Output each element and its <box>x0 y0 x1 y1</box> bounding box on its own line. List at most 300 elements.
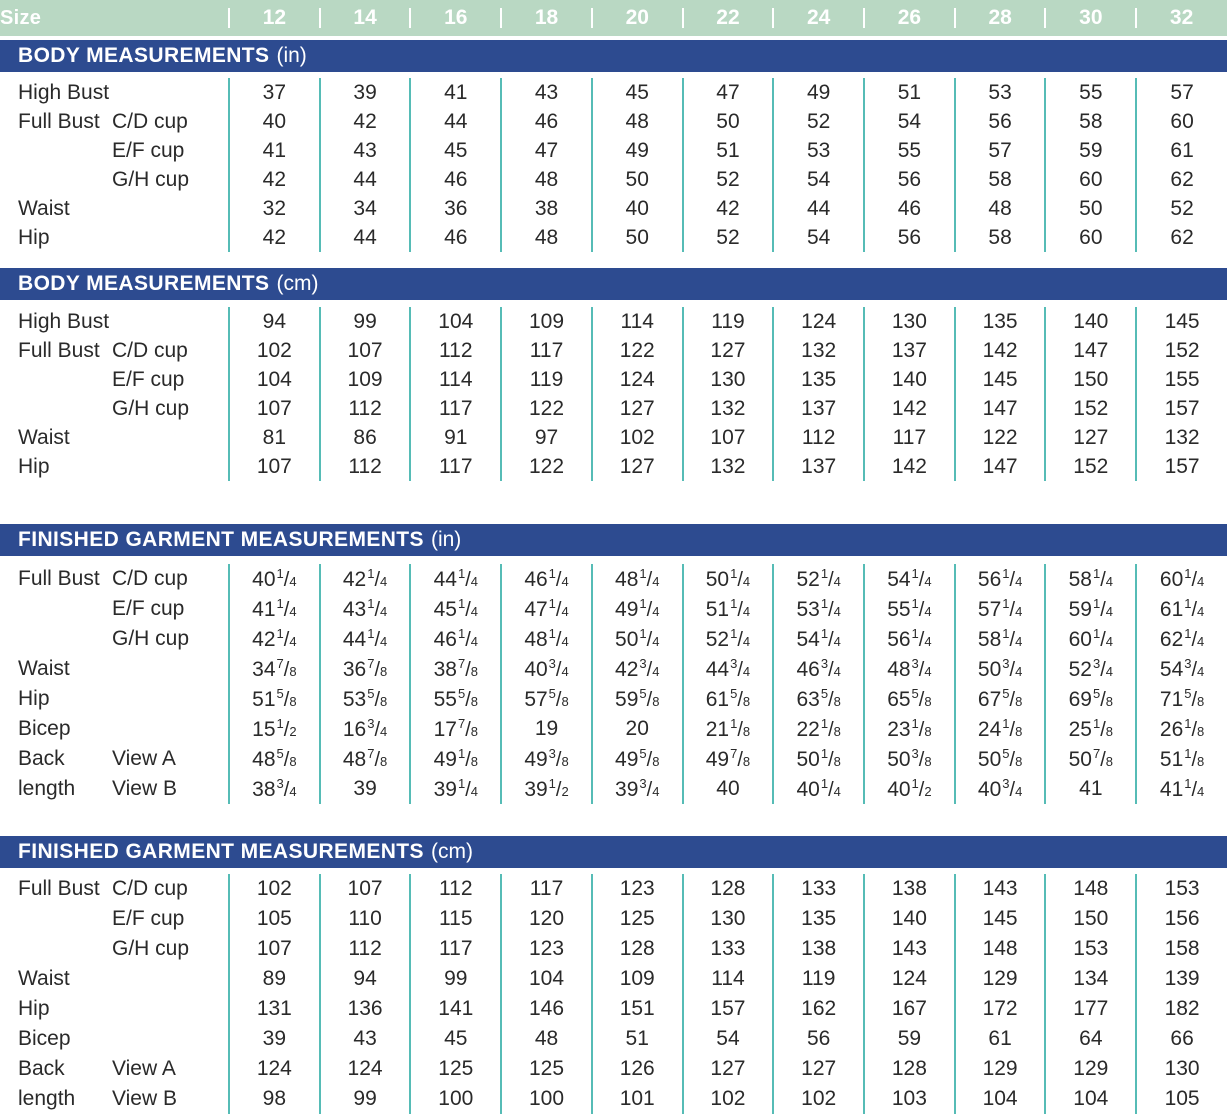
size-column-header-28 <box>955 0 1046 36</box>
row-label: Bicep <box>18 1027 71 1050</box>
data-cell: 59 <box>1045 136 1136 165</box>
data-cell: 45 <box>410 1024 501 1054</box>
section-title: BODY MEASUREMENTS <box>18 44 270 67</box>
data-cell: 104 <box>229 365 320 394</box>
fraction-numerator: 3 <box>1002 776 1010 791</box>
data-cell: 55 <box>1045 78 1136 107</box>
data-cell: 132 <box>683 452 774 481</box>
row-sublabel <box>112 78 229 107</box>
fraction-slash: / <box>465 629 471 651</box>
fraction-denominator: 4 <box>380 574 388 589</box>
fraction-numerator: 1 <box>820 716 829 731</box>
fraction-denominator: 2 <box>561 784 569 799</box>
data-cell: 117 <box>864 423 955 452</box>
fraction-numerator: 1 <box>1184 776 1192 791</box>
fraction-numerator: 1 <box>1092 596 1101 611</box>
fraction-slash: / <box>1100 689 1106 711</box>
data-cell: 123 <box>592 874 683 904</box>
data-cell: 135 <box>955 307 1046 336</box>
data-cell: 49$^1$/4 <box>592 594 683 624</box>
data-cell: 119 <box>683 307 774 336</box>
fraction-numerator: 1 <box>457 626 466 641</box>
column-separator <box>319 8 321 28</box>
fraction-slash: / <box>1191 689 1198 711</box>
row-label <box>0 394 112 423</box>
table-row <box>0 1054 1227 1084</box>
data-cell: 52 <box>1136 194 1227 223</box>
row-label <box>0 904 112 934</box>
fraction-slash: / <box>374 749 381 771</box>
fraction-slash: / <box>374 599 381 621</box>
fraction-denominator: 8 <box>1015 724 1023 739</box>
data-cell: 122 <box>592 336 683 365</box>
data-cell: 15$^1$/2 <box>229 714 320 744</box>
table-row <box>0 452 1227 481</box>
fraction-denominator: 4 <box>470 784 478 799</box>
fraction-slash: / <box>1191 779 1198 801</box>
data-cell: 60 <box>1045 223 1136 252</box>
fraction-denominator: 2 <box>289 724 297 739</box>
data-cell: 146 <box>501 994 592 1024</box>
row-label: Hip <box>18 687 50 710</box>
data-cell: 94 <box>229 307 320 336</box>
fraction-denominator: 8 <box>833 694 841 709</box>
data-cell: 125 <box>501 1054 592 1084</box>
row-sublabel: C/D cup <box>112 567 188 590</box>
fraction-denominator: 8 <box>1105 724 1114 739</box>
data-cell: 52$^1$/4 <box>683 624 774 654</box>
data-cell: 53 <box>773 136 864 165</box>
fraction-slash: / <box>374 659 381 681</box>
data-cell: 37 <box>229 78 320 107</box>
fraction-numerator: 5 <box>730 686 738 701</box>
fraction-numerator: 3 <box>639 656 647 671</box>
size-number: 32 <box>1169 6 1194 29</box>
fraction-numerator: 1 <box>911 716 919 731</box>
data-cell: 97 <box>501 423 592 452</box>
body-measurements-cm-table <box>0 307 1227 481</box>
data-cell: 20 <box>592 714 683 744</box>
data-cell: 71$^5$/8 <box>1136 684 1227 714</box>
data-cell: 158 <box>1136 934 1227 964</box>
fraction-slash: / <box>283 689 290 711</box>
table-row <box>0 423 1227 452</box>
fraction-numerator: 7 <box>457 656 466 671</box>
fraction-denominator: 2 <box>924 784 932 799</box>
data-cell: 60 <box>1045 165 1136 194</box>
data-cell: 128 <box>683 874 774 904</box>
table-row <box>0 994 1227 1024</box>
data-cell: 128 <box>592 934 683 964</box>
fraction-numerator: 1 <box>639 626 647 641</box>
fraction-slash: / <box>465 659 471 681</box>
size-column-header-12 <box>229 0 320 36</box>
fraction-denominator: 4 <box>742 634 751 649</box>
fraction-numerator: 3 <box>548 656 556 671</box>
data-cell: 147 <box>955 394 1046 423</box>
fraction-denominator: 4 <box>1197 634 1205 649</box>
fraction-slash: / <box>828 689 834 711</box>
fraction-denominator: 4 <box>652 784 660 799</box>
data-cell: 102 <box>229 336 320 365</box>
column-separator <box>591 8 593 28</box>
data-cell: 153 <box>1136 874 1227 904</box>
data-cell: 46 <box>410 165 501 194</box>
data-cell: 51$^5$/8 <box>229 684 320 714</box>
size-number: 26 <box>897 6 922 29</box>
fraction-slash: / <box>283 719 290 741</box>
fraction-slash: / <box>1009 689 1016 711</box>
data-cell: 43$^1$/4 <box>320 594 411 624</box>
row-sublabel <box>112 964 229 994</box>
data-cell: 167 <box>864 994 955 1024</box>
data-cell: 127 <box>1045 423 1136 452</box>
size-column-header-32 <box>1136 0 1227 36</box>
data-cell: 105 <box>229 904 320 934</box>
data-cell: 48 <box>955 194 1046 223</box>
data-cell: 53$^1$/4 <box>773 594 864 624</box>
fraction-denominator: 4 <box>652 664 660 679</box>
column-separator <box>228 8 230 28</box>
fraction-numerator: 3 <box>276 776 284 791</box>
fraction-denominator: 8 <box>1197 754 1205 769</box>
fraction-slash: / <box>1191 749 1198 771</box>
fraction-slash: / <box>828 719 834 741</box>
fraction-slash: / <box>737 749 743 771</box>
row-sublabel: View A <box>112 1057 176 1080</box>
data-cell: 41$^1$/4 <box>229 594 320 624</box>
fraction-numerator: 1 <box>1002 716 1010 731</box>
data-cell: 127 <box>773 1054 864 1084</box>
table-row <box>0 194 1227 223</box>
fraction-denominator: 8 <box>289 694 297 709</box>
data-cell: 107 <box>229 394 320 423</box>
data-cell: 41 <box>229 136 320 165</box>
data-cell: 64 <box>1045 1024 1136 1054</box>
row-sublabel <box>112 223 229 252</box>
fraction-denominator: 4 <box>742 574 751 589</box>
data-cell: 99 <box>320 1084 411 1114</box>
data-cell: 124 <box>592 365 683 394</box>
row-label: Bicep <box>18 717 71 740</box>
fraction-numerator: 1 <box>730 566 738 581</box>
data-cell: 98 <box>229 1084 320 1114</box>
row-label: Hip <box>18 997 50 1020</box>
fraction-denominator: 8 <box>1105 694 1114 709</box>
fraction-denominator: 4 <box>470 574 478 589</box>
data-cell: 145 <box>955 904 1046 934</box>
fraction-numerator: 1 <box>367 596 375 611</box>
data-cell: 157 <box>683 994 774 1024</box>
data-cell: 43 <box>501 78 592 107</box>
fraction-slash: / <box>828 659 834 681</box>
fraction-denominator: 8 <box>470 754 478 769</box>
fraction-denominator: 4 <box>1105 664 1114 679</box>
fraction-denominator: 4 <box>289 574 297 589</box>
fraction-denominator: 4 <box>924 604 932 619</box>
data-cell: 105 <box>1136 1084 1227 1114</box>
data-cell: 56$^1$/4 <box>955 564 1046 594</box>
data-cell: 57 <box>955 136 1046 165</box>
fraction-denominator: 8 <box>1015 694 1023 709</box>
fraction-numerator: 7 <box>367 656 375 671</box>
data-cell: 125 <box>410 1054 501 1084</box>
fraction-slash: / <box>465 719 471 741</box>
data-cell: 155 <box>1136 365 1227 394</box>
data-cell: 40$^1$/4 <box>773 774 864 804</box>
fraction-slash: / <box>555 749 562 771</box>
fraction-numerator: 1 <box>276 716 284 731</box>
fraction-slash: / <box>918 599 925 621</box>
fraction-numerator: 1 <box>1184 746 1192 761</box>
data-cell: 150 <box>1045 904 1136 934</box>
fraction-numerator: 1 <box>548 566 556 581</box>
fraction-slash: / <box>1009 629 1016 651</box>
data-cell: 48$^1$/4 <box>592 564 683 594</box>
fraction-numerator: 1 <box>730 716 738 731</box>
row-label: High Bust <box>18 80 110 104</box>
data-cell: 61 <box>955 1024 1046 1054</box>
fraction-denominator: 4 <box>652 604 660 619</box>
data-cell: 42 <box>320 107 411 136</box>
fraction-denominator: 4 <box>1105 634 1114 649</box>
data-cell: 115 <box>410 904 501 934</box>
fraction-numerator: 1 <box>367 566 375 581</box>
size-number: 28 <box>988 6 1012 29</box>
data-cell: 39 <box>320 774 411 804</box>
data-cell: 51$^1$/8 <box>1136 744 1227 774</box>
data-cell: 138 <box>773 934 864 964</box>
section-unit: (in) <box>276 44 307 67</box>
data-cell: 50$^3$/4 <box>955 654 1046 684</box>
data-cell: 59 <box>864 1024 955 1054</box>
data-cell: 153 <box>1045 934 1136 964</box>
data-cell: 55$^5$/8 <box>410 684 501 714</box>
row-sublabel: View B <box>112 1087 177 1110</box>
data-cell: 38$^3$/4 <box>229 774 320 804</box>
fraction-denominator: 4 <box>1197 664 1205 679</box>
data-cell: 112 <box>410 336 501 365</box>
data-cell: 50 <box>1045 194 1136 223</box>
data-cell: 24$^1$/8 <box>955 714 1046 744</box>
fraction-denominator: 4 <box>289 784 297 799</box>
data-cell: 182 <box>1136 994 1227 1024</box>
data-cell: 39 <box>229 1024 320 1054</box>
data-cell: 36 <box>410 194 501 223</box>
fraction-numerator: 1 <box>730 626 738 641</box>
fraction-numerator: 7 <box>457 716 466 731</box>
data-cell: 49$^7$/8 <box>683 744 774 774</box>
data-cell: 36$^7$/8 <box>320 654 411 684</box>
fraction-slash: / <box>646 569 653 591</box>
data-cell: 46$^1$/4 <box>501 564 592 594</box>
fraction-slash: / <box>1009 779 1016 801</box>
fraction-denominator: 8 <box>561 694 569 709</box>
data-cell: 60$^1$/4 <box>1045 624 1136 654</box>
data-cell: 44 <box>773 194 864 223</box>
fraction-numerator: 1 <box>276 626 284 641</box>
fraction-numerator: 1 <box>1002 626 1010 641</box>
data-cell: 41 <box>410 78 501 107</box>
fraction-slash: / <box>374 629 381 651</box>
data-cell: 125 <box>592 904 683 934</box>
fraction-denominator: 8 <box>742 754 751 769</box>
fraction-numerator: 5 <box>820 686 829 701</box>
fraction-denominator: 4 <box>561 574 569 589</box>
data-cell: 58 <box>955 165 1046 194</box>
row-label: Full Bust <box>18 338 100 362</box>
column-separator <box>954 8 956 28</box>
fraction-numerator: 1 <box>911 776 919 791</box>
data-cell: 119 <box>773 964 864 994</box>
data-cell: 57$^5$/8 <box>501 684 592 714</box>
data-cell: 124 <box>864 964 955 994</box>
data-cell: 56 <box>864 223 955 252</box>
fraction-numerator: 5 <box>548 686 556 701</box>
row-label <box>0 365 112 394</box>
fraction-numerator: 1 <box>367 626 375 641</box>
row-sublabel: E/F cup <box>112 367 185 391</box>
fraction-numerator: 7 <box>276 656 284 671</box>
data-cell: 69$^5$/8 <box>1045 684 1136 714</box>
fraction-denominator: 8 <box>924 724 932 739</box>
section-unit: (cm) <box>276 272 319 295</box>
fraction-slash: / <box>1009 569 1016 591</box>
data-cell: 122 <box>955 423 1046 452</box>
fraction-denominator: 8 <box>380 664 388 679</box>
fraction-numerator: 1 <box>820 596 829 611</box>
data-cell: 21$^1$/8 <box>683 714 774 744</box>
row-sublabel: View A <box>112 747 176 770</box>
fraction-slash: / <box>828 749 834 771</box>
data-cell: 107 <box>229 452 320 481</box>
data-cell: 157 <box>1136 452 1227 481</box>
fraction-denominator: 4 <box>470 634 478 649</box>
data-cell: 16$^3$/4 <box>320 714 411 744</box>
data-cell: 143 <box>955 874 1046 904</box>
table-row <box>0 774 1227 804</box>
table-row <box>0 934 1227 964</box>
fraction-slash: / <box>374 569 381 591</box>
data-cell: 107 <box>683 423 774 452</box>
fraction-slash: / <box>465 569 471 591</box>
data-cell: 48 <box>501 223 592 252</box>
data-cell: 53 <box>955 78 1046 107</box>
table-row <box>0 654 1227 684</box>
size-column-header-18 <box>501 0 592 36</box>
fraction-numerator: 7 <box>367 746 375 761</box>
data-cell: 100 <box>501 1084 592 1114</box>
fraction-slash: / <box>1009 719 1016 741</box>
row-sublabel: C/D cup <box>112 109 188 133</box>
section-title-bar-body-measurements-cm <box>0 268 1227 300</box>
fraction-slash: / <box>283 659 290 681</box>
fraction-slash: / <box>555 689 562 711</box>
fraction-slash: / <box>737 689 743 711</box>
fraction-slash: / <box>465 599 471 621</box>
fraction-denominator: 8 <box>470 664 478 679</box>
fraction-slash: / <box>918 689 925 711</box>
data-cell: 62$^1$/4 <box>1136 624 1227 654</box>
data-cell: 110 <box>320 904 411 934</box>
data-cell: 101 <box>592 1084 683 1114</box>
data-cell: 140 <box>1045 307 1136 336</box>
data-cell: 107 <box>320 874 411 904</box>
section-title: FINISHED GARMENT MEASUREMENTS <box>18 840 424 863</box>
data-cell: 40 <box>683 774 774 804</box>
fraction-denominator: 8 <box>289 754 297 769</box>
data-cell: 58 <box>1045 107 1136 136</box>
fraction-slash: / <box>918 719 925 741</box>
data-cell: 94 <box>320 964 411 994</box>
fraction-denominator: 8 <box>742 694 751 709</box>
data-cell: 99 <box>410 964 501 994</box>
data-cell: 43 <box>320 1024 411 1054</box>
size-column-header-30 <box>1045 0 1136 36</box>
fraction-slash: / <box>737 629 743 651</box>
table-row <box>0 684 1227 714</box>
fraction-numerator: 1 <box>276 596 284 611</box>
data-cell: 52$^3$/4 <box>1045 654 1136 684</box>
fraction-numerator: 1 <box>1184 596 1192 611</box>
section-unit: (in) <box>430 528 462 551</box>
data-cell: 104 <box>955 1084 1046 1114</box>
size-number: 14 <box>353 6 377 29</box>
data-cell: 45$^1$/4 <box>410 594 501 624</box>
fraction-numerator: 1 <box>276 566 284 581</box>
fraction-numerator: 1 <box>1092 716 1101 731</box>
data-cell: 104 <box>1045 1084 1136 1114</box>
data-cell: 51$^1$/4 <box>683 594 774 624</box>
fraction-denominator: 8 <box>652 694 660 709</box>
data-cell: 148 <box>1045 874 1136 904</box>
data-cell: 50$^3$/8 <box>864 744 955 774</box>
size-number: 22 <box>716 6 740 29</box>
fraction-numerator: 5 <box>639 686 647 701</box>
fraction-denominator: 4 <box>289 634 297 649</box>
fraction-slash: / <box>646 779 653 801</box>
data-cell: 103 <box>864 1084 955 1114</box>
data-cell: 147 <box>1045 336 1136 365</box>
data-cell: 54$^1$/4 <box>864 564 955 594</box>
data-cell: 124 <box>773 307 864 336</box>
data-cell: 34 <box>320 194 411 223</box>
fraction-denominator: 4 <box>1197 784 1205 799</box>
data-cell: 109 <box>501 307 592 336</box>
data-cell: 142 <box>864 452 955 481</box>
fraction-numerator: 3 <box>1002 656 1010 671</box>
data-cell: 54$^3$/4 <box>1136 654 1227 684</box>
fraction-denominator: 4 <box>1015 634 1023 649</box>
table-row <box>0 714 1227 744</box>
data-cell: 46 <box>864 194 955 223</box>
data-cell: 112 <box>320 934 411 964</box>
row-sublabel: View B <box>112 777 177 800</box>
section-title: BODY MEASUREMENTS <box>18 272 270 295</box>
data-cell: 42$^1$/4 <box>320 564 411 594</box>
table-row <box>0 365 1227 394</box>
fraction-numerator: 7 <box>730 746 738 761</box>
row-sublabel <box>112 452 229 481</box>
row-label: length <box>18 777 76 800</box>
data-cell: 19 <box>501 714 592 744</box>
data-cell: 145 <box>1136 307 1227 336</box>
data-cell: 50$^1$/8 <box>773 744 864 774</box>
data-cell: 142 <box>864 394 955 423</box>
row-label: Back <box>18 747 65 770</box>
row-label: Hip <box>18 454 50 478</box>
data-cell: 130 <box>1136 1054 1227 1084</box>
